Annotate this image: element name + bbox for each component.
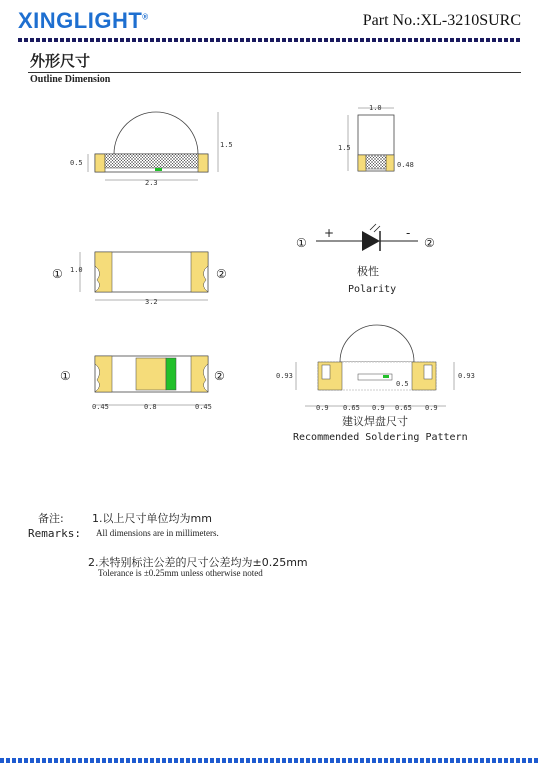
polarity-label-cn: 极性 [357,265,379,278]
note-2-cn: 2.未特别标注公差的尺寸公差均为±0.25mm [88,556,308,569]
remarks-label-en: Remarks: [28,527,81,540]
dim-side-width: 2.3 [145,179,158,187]
pin-2-label: ② [216,267,227,281]
dim-sol-gap: 0.5 [396,380,409,388]
dim-top-length: 3.2 [145,298,158,306]
bottom-pin-2-label: ② [214,369,225,383]
polarity-minus: - [406,226,411,240]
dim-end-pad: 0.48 [397,161,414,169]
remarks-label-cn: 备注: [38,512,64,525]
dim-bottom-a: 0.45 [92,403,109,411]
company-logo: XINGLIGHT® [18,8,149,33]
pin-1-label: ① [52,267,63,281]
note-2-en: Tolerance is ±0.25mm unless otherwise noted [98,568,263,578]
dim-sol-1: 0.9 [316,404,329,412]
dim-side-base: 0.5 [70,159,83,167]
dim-sol-4: 0.65 [395,404,412,412]
dim-sol-5: 0.9 [425,404,438,412]
note-1-cn: 1.以上尺寸单位均为mm [92,512,212,525]
footer-divider [0,758,539,763]
dim-sol-left-height: 0.93 [276,372,293,380]
section-title-cn: 外形尺寸 [30,52,91,70]
polarity-label-en: Polarity [348,284,397,295]
polarity-plus: + [324,226,335,240]
bottom-view [60,356,225,411]
soldering-label-en: Recommended Soldering Pattern [293,432,468,443]
polarity-pin-1: ① [296,236,307,250]
dim-sol-2: 0.65 [343,404,360,412]
top-view [52,252,227,306]
dim-bottom-b: 0.8 [144,403,157,411]
dim-end-width: 1.0 [369,104,382,112]
note-1-en: All dimensions are in millimeters. [96,528,219,538]
dim-top-width: 1.0 [70,266,83,274]
part-number: Part No.:XL-3210SURC [362,12,521,29]
soldering-pattern [276,325,475,443]
soldering-label-cn: 建议焊盘尺寸 [342,415,408,428]
bottom-pin-1-label: ① [60,369,71,383]
dim-sol-right-height: 0.93 [458,372,475,380]
dim-bottom-c: 0.45 [195,403,212,411]
dim-end-height: 1.5 [338,144,351,152]
side-view [70,112,233,187]
dim-sol-3: 0.9 [372,404,385,412]
polarity-diagram [296,224,435,295]
dim-side-height: 1.5 [220,141,233,149]
diode-symbol-icon [362,231,380,251]
end-view [338,104,414,171]
polarity-pin-2: ② [424,236,435,250]
section-title-en: Outline Dimension [30,74,111,85]
